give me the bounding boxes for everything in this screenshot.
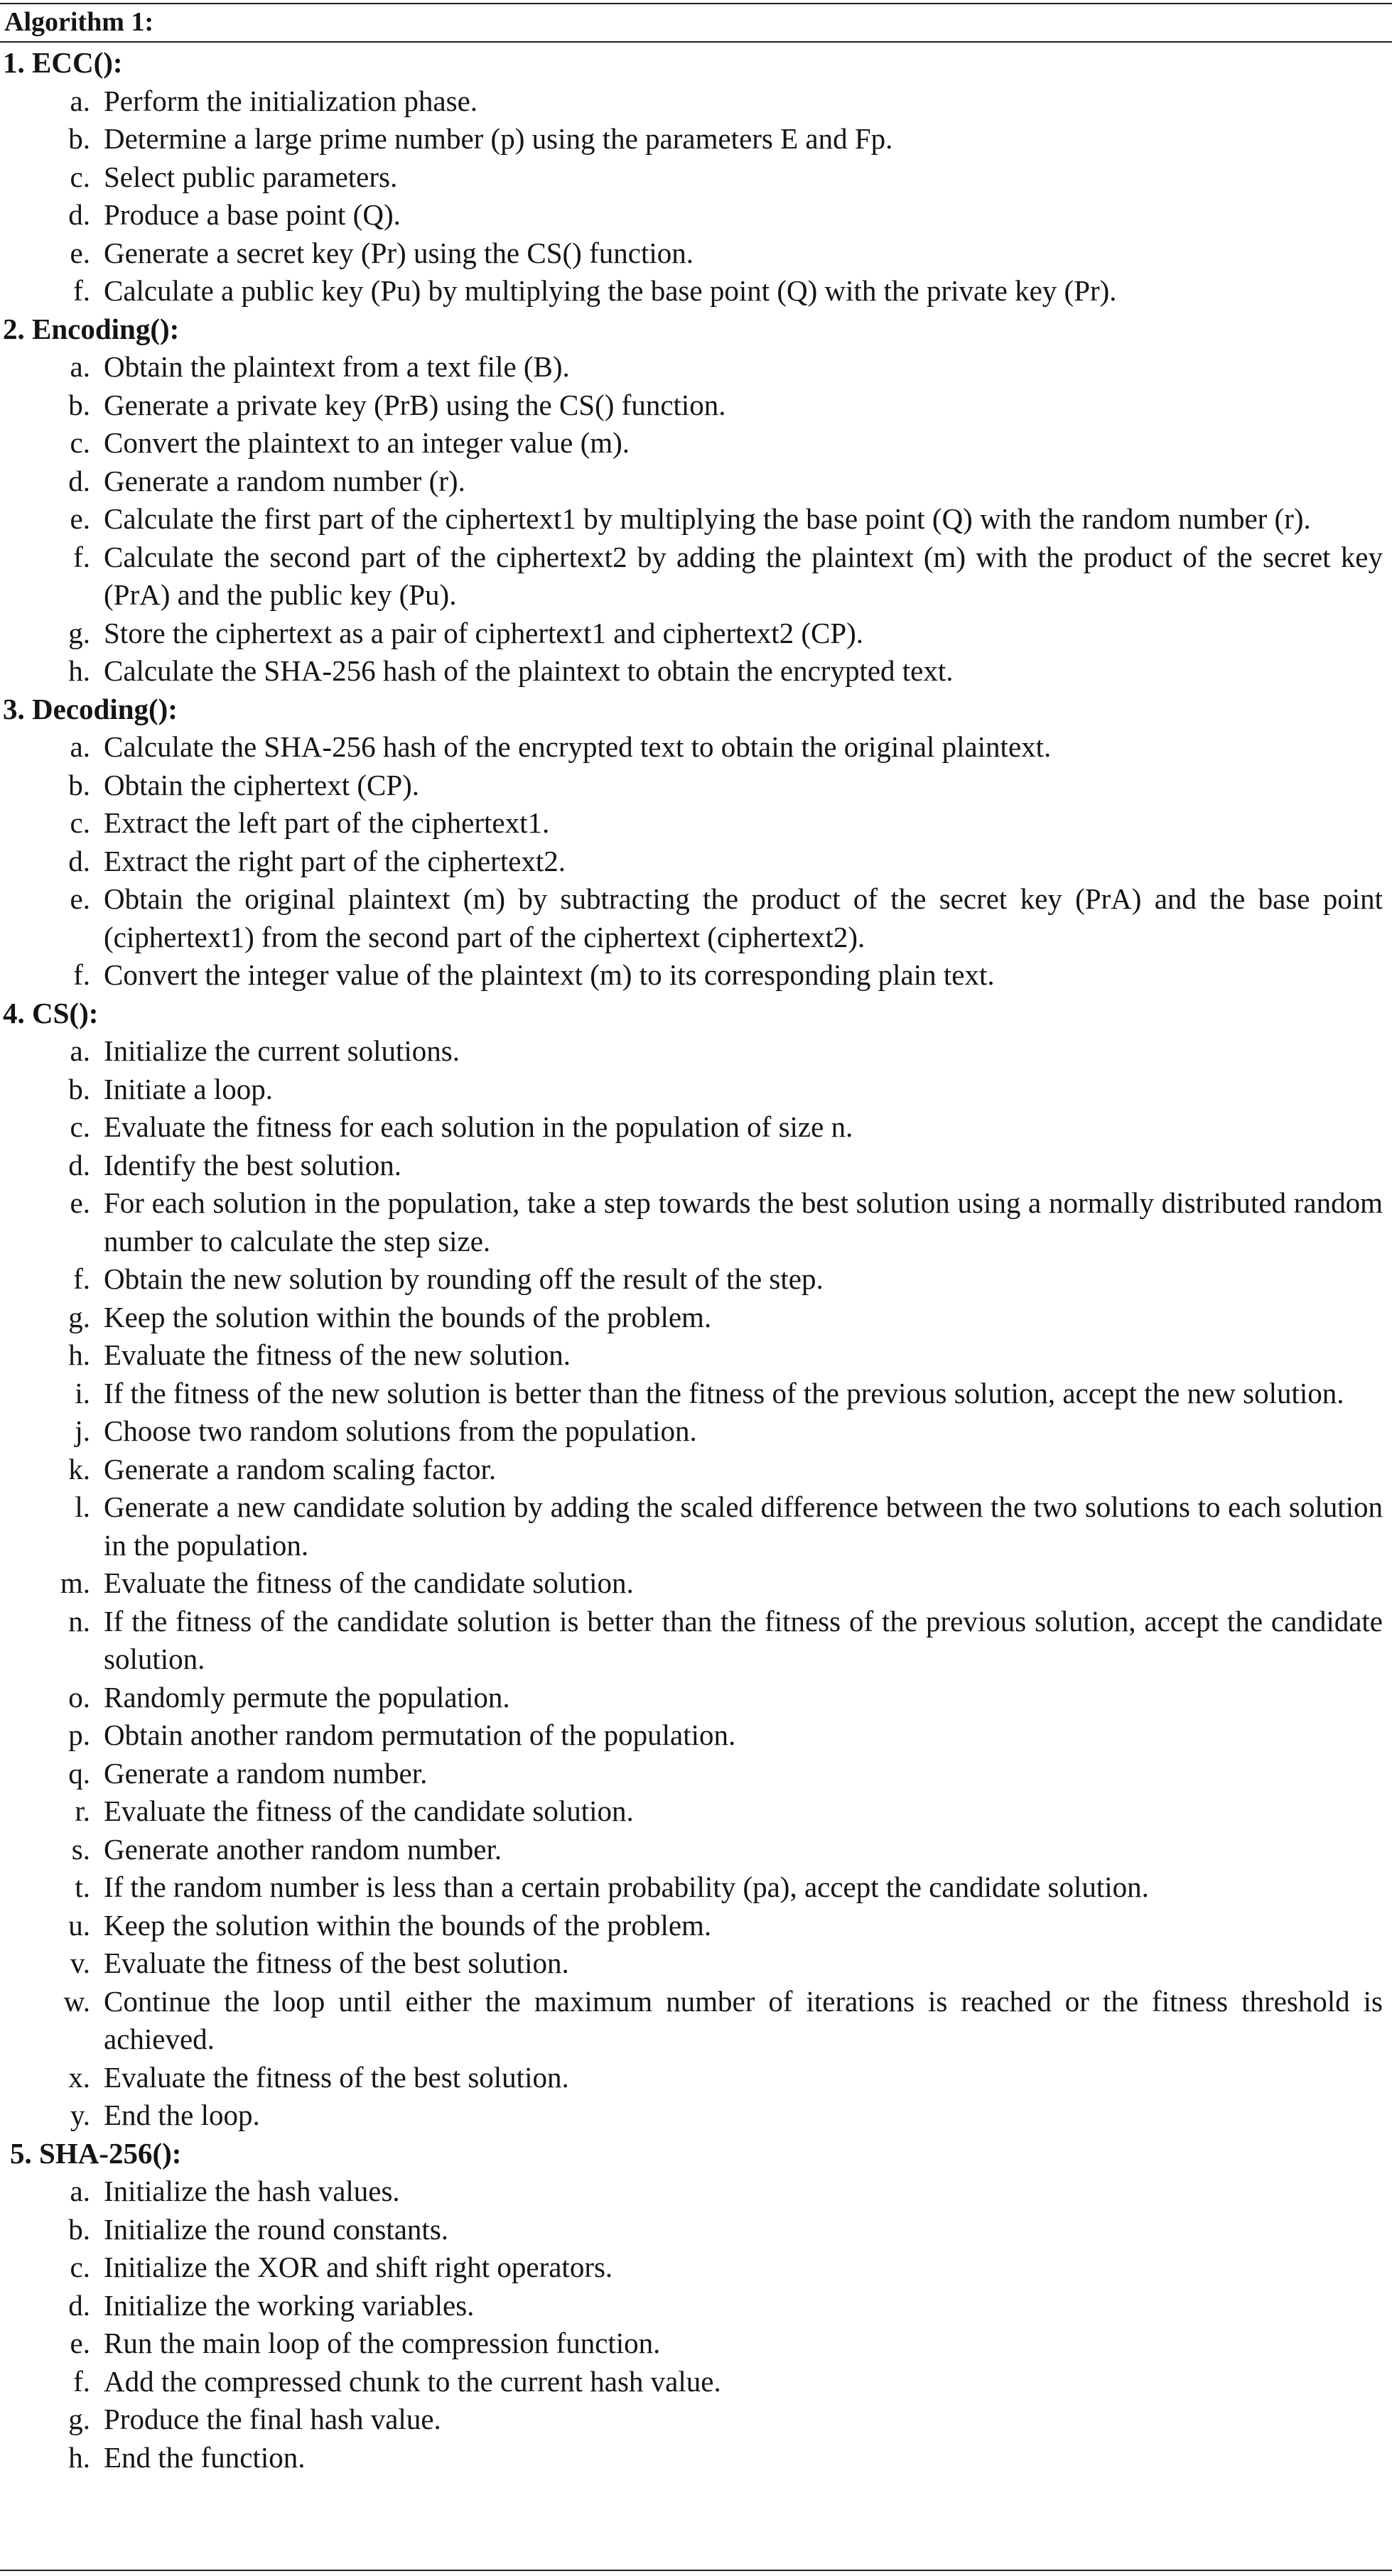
algorithm-step bbox=[0, 1488, 1392, 1564]
algorithm-step bbox=[0, 1451, 1392, 1489]
step-letter: a. bbox=[70, 1034, 90, 1067]
header-rule bbox=[0, 41, 1392, 43]
step-letter: c. bbox=[70, 426, 90, 459]
algorithm-section bbox=[0, 2135, 1392, 2477]
algorithm-step bbox=[0, 843, 1392, 881]
algorithm-step bbox=[0, 462, 1392, 501]
step-letter: j. bbox=[75, 1414, 90, 1447]
step-text: Generate a random number. bbox=[104, 1756, 428, 1790]
step-letter: a. bbox=[70, 730, 90, 763]
bottom-rule bbox=[0, 2570, 1392, 2571]
section-heading: 4. CS(): bbox=[3, 996, 99, 1029]
step-letter: b. bbox=[68, 122, 90, 155]
algorithm-step bbox=[0, 2211, 1392, 2249]
step-letter: f. bbox=[73, 2364, 90, 2398]
step-letter: f. bbox=[73, 958, 90, 991]
algorithm-step bbox=[0, 1868, 1392, 1907]
step-text: Convert the integer value of the plaintext (m) to its corresponding plain text. bbox=[104, 958, 995, 991]
step-text: Generate a random number (r). bbox=[104, 464, 465, 497]
step-letter: f. bbox=[73, 1262, 90, 1295]
step-text: Keep the solution within the bounds of the problem. bbox=[104, 1908, 712, 1942]
algorithm-step bbox=[0, 1831, 1392, 1869]
algorithm-step bbox=[0, 424, 1392, 462]
step-text: Add the compressed chunk to the current hash value. bbox=[104, 2364, 721, 2398]
step-text: Initialize the XOR and shift right operators. bbox=[104, 2251, 613, 2283]
step-letter: e. bbox=[70, 882, 90, 915]
step-letter: d. bbox=[68, 1148, 90, 1181]
algorithm-step bbox=[0, 728, 1392, 767]
step-letter: s. bbox=[71, 1832, 90, 1866]
algorithm-step bbox=[0, 386, 1392, 425]
step-text: Evaluate the fitness of the candidate solution. bbox=[104, 1566, 634, 1599]
step-letter: e. bbox=[70, 236, 90, 269]
step-text: Choose two random solutions from the population. bbox=[104, 1414, 697, 1447]
top-rule bbox=[0, 3, 1392, 4]
algorithm-step bbox=[0, 1564, 1392, 1603]
section-heading: 1. ECC(): bbox=[3, 46, 123, 79]
step-text: Initialize the working variables. bbox=[104, 2288, 475, 2322]
step-text: Obtain another random permutation of the population. bbox=[104, 1719, 736, 1751]
step-letter: w. bbox=[63, 1984, 90, 2018]
algorithm-step bbox=[0, 1184, 1392, 1260]
algorithm-step bbox=[0, 120, 1392, 158]
step-text: If the fitness of the new solution is better than the fitness of the previous solution, accept the new solution. bbox=[104, 1376, 1344, 1409]
step-letter: i. bbox=[75, 1376, 90, 1409]
algorithm-step bbox=[0, 2287, 1392, 2325]
step-text: Convert the plaintext to an integer value (m). bbox=[104, 426, 630, 459]
algorithm-step bbox=[0, 2401, 1392, 2439]
step-letter: b. bbox=[68, 2212, 90, 2246]
algorithm-step bbox=[0, 956, 1392, 995]
algorithm-step bbox=[0, 234, 1392, 273]
step-text: Identify the best solution. bbox=[104, 1148, 402, 1181]
algorithm-section bbox=[0, 44, 1392, 310]
step-letter: b. bbox=[68, 388, 90, 421]
algorithm-step bbox=[0, 1412, 1392, 1451]
step-text: Generate another random number. bbox=[104, 1832, 502, 1866]
algorithm-step bbox=[0, 2248, 1392, 2287]
step-letter: t. bbox=[75, 1871, 90, 1903]
step-text: Produce the final hash value. bbox=[104, 2403, 441, 2435]
step-text: Generate a random scaling factor. bbox=[104, 1452, 497, 1485]
algorithm-step bbox=[0, 652, 1392, 691]
step-letter: a. bbox=[70, 84, 90, 117]
step-text: Extract the right part of the ciphertext2. bbox=[104, 844, 566, 877]
step-letter: c. bbox=[70, 2251, 90, 2283]
step-text: Calculate the SHA-256 hash of the plaintext to obtain the encrypted text. bbox=[104, 654, 954, 687]
algorithm-step bbox=[0, 2059, 1392, 2097]
algorithm-step bbox=[0, 1108, 1392, 1147]
step-letter: g. bbox=[68, 2403, 90, 2435]
step-letter: v. bbox=[70, 1947, 90, 1979]
step-text: Calculate the second part of the ciphertext2 by adding the plaintext (m) with the product of the secret key (PrA) and the public key (Pu). bbox=[104, 540, 1383, 611]
step-text: Determine a large prime number (p) using the parameters E and Fp. bbox=[104, 122, 893, 155]
section-heading: 3. Decoding(): bbox=[3, 692, 178, 725]
algorithm-step bbox=[0, 1983, 1392, 2059]
step-letter: b. bbox=[68, 768, 90, 801]
algorithm-step bbox=[0, 1071, 1392, 1109]
algorithm-step bbox=[0, 82, 1392, 121]
step-text: Perform the initialization phase. bbox=[104, 84, 478, 117]
algorithm-step bbox=[0, 1603, 1392, 1679]
step-text: Evaluate the fitness of the candidate solution. bbox=[104, 1795, 634, 1827]
step-letter: p. bbox=[68, 1719, 90, 1751]
algorithm-section bbox=[0, 995, 1392, 2135]
step-letter: a. bbox=[70, 2175, 90, 2207]
step-text: Continue the loop until either the maximum number of iterations is reached or the fitness threshold is achieved. bbox=[104, 1984, 1383, 2055]
algorithm-step bbox=[0, 158, 1392, 197]
step-letter: c. bbox=[70, 160, 90, 193]
algorithm-step bbox=[0, 615, 1392, 653]
section-heading: 5. SHA-256(): bbox=[10, 2136, 182, 2170]
step-letter: c. bbox=[70, 806, 90, 839]
algorithm-step bbox=[0, 1147, 1392, 1185]
algorithm-step bbox=[0, 2096, 1392, 2135]
step-text: End the function. bbox=[104, 2440, 306, 2474]
step-letter: e. bbox=[70, 2327, 90, 2359]
algorithm-step bbox=[0, 1944, 1392, 1983]
algorithm-section bbox=[0, 691, 1392, 995]
step-letter: h. bbox=[68, 654, 90, 687]
step-letter: c. bbox=[70, 1110, 90, 1143]
step-letter: d. bbox=[68, 198, 90, 231]
algorithm-step bbox=[0, 1755, 1392, 1793]
step-text: Evaluate the fitness of the best solution. bbox=[104, 1947, 569, 1979]
section-heading: 2. Encoding(): bbox=[3, 312, 180, 345]
step-text: If the random number is less than a certain probability (pa), accept the candidate solution. bbox=[104, 1871, 1149, 1903]
algorithm-step bbox=[0, 1375, 1392, 1413]
algorithm-step bbox=[0, 1792, 1392, 1831]
step-text: Initiate a loop. bbox=[104, 1072, 273, 1105]
step-letter: h. bbox=[68, 2440, 90, 2474]
step-letter: e. bbox=[70, 502, 90, 535]
step-text: Calculate a public key (Pu) by multiplying the base point (Q) with the private key (Pr). bbox=[104, 274, 1117, 307]
step-letter: n. bbox=[68, 1604, 90, 1638]
algorithm-section bbox=[0, 310, 1392, 691]
step-text: Obtain the original plaintext (m) by subtracting the product of the secret key (PrA) and the base point (ciphertext1) from the second part of the ciphertext (ciphertext2). bbox=[104, 882, 1383, 953]
step-letter: q. bbox=[68, 1756, 90, 1790]
algorithm-step bbox=[0, 1907, 1392, 1945]
step-text: Produce a base point (Q). bbox=[104, 198, 401, 231]
step-letter: b. bbox=[68, 1072, 90, 1105]
algorithm-step bbox=[0, 767, 1392, 805]
step-letter: a. bbox=[70, 350, 90, 383]
step-letter: u. bbox=[68, 1908, 90, 1942]
step-text: Select public parameters. bbox=[104, 160, 398, 193]
step-text: Obtain the new solution by rounding off the result of the step. bbox=[104, 1262, 824, 1295]
step-text: Obtain the plaintext from a text file (B). bbox=[104, 350, 570, 383]
algorithm-title: Algorithm 1: bbox=[4, 7, 154, 37]
step-text: Randomly permute the population. bbox=[104, 1680, 510, 1714]
algorithm-step bbox=[0, 1032, 1392, 1071]
step-text: Store the ciphertext as a pair of ciphertext1 and ciphertext2 (CP). bbox=[104, 616, 864, 649]
step-letter: f. bbox=[73, 540, 90, 573]
algorithm-step bbox=[0, 348, 1392, 386]
step-letter: d. bbox=[68, 844, 90, 877]
step-text: Generate a new candidate solution by adding the scaled difference between the two solutions to each solution in the population. bbox=[104, 1490, 1383, 1562]
algorithm-step bbox=[0, 804, 1392, 843]
step-letter: f. bbox=[73, 274, 90, 307]
step-letter: e. bbox=[70, 1186, 90, 1219]
step-text: Generate a private key (PrB) using the CS() function. bbox=[104, 388, 726, 421]
algorithm-step bbox=[0, 1260, 1392, 1299]
step-letter: r. bbox=[75, 1795, 90, 1827]
step-letter: x. bbox=[68, 2060, 90, 2094]
step-text: Initialize the current solutions. bbox=[104, 1034, 460, 1067]
step-text: Initialize the round constants. bbox=[104, 2212, 449, 2246]
algorithm-step bbox=[0, 1336, 1392, 1375]
step-letter: g. bbox=[68, 1300, 90, 1333]
step-text: Evaluate the fitness for each solution in the population of size n. bbox=[104, 1110, 853, 1143]
algorithm-step bbox=[0, 2172, 1392, 2211]
algorithm-step bbox=[0, 1679, 1392, 1717]
step-text: Extract the left part of the ciphertext1. bbox=[104, 806, 550, 839]
step-letter: d. bbox=[68, 2288, 90, 2322]
step-letter: l. bbox=[75, 1490, 90, 1523]
step-text: End the loop. bbox=[104, 2099, 260, 2131]
algorithm-step bbox=[0, 272, 1392, 310]
step-text: Evaluate the fitness of the best solution. bbox=[104, 2060, 569, 2094]
step-text: Generate a secret key (Pr) using the CS() function. bbox=[104, 236, 694, 269]
step-text: Initialize the hash values. bbox=[104, 2175, 400, 2207]
algorithm-sections bbox=[0, 44, 1392, 2477]
step-text: Calculate the first part of the ciphertext1 by multiplying the base point (Q) with the random number (r). bbox=[104, 502, 1311, 535]
step-text: Evaluate the fitness of the new solution. bbox=[104, 1338, 571, 1371]
algorithm-step bbox=[0, 2363, 1392, 2401]
step-letter: o. bbox=[68, 1680, 90, 1714]
step-letter: k. bbox=[68, 1452, 90, 1485]
step-text: Keep the solution within the bounds of the problem. bbox=[104, 1300, 712, 1333]
step-letter: g. bbox=[68, 616, 90, 649]
step-text: Run the main loop of the compression function. bbox=[104, 2327, 661, 2359]
algorithm-step bbox=[0, 500, 1392, 539]
step-text: Obtain the ciphertext (CP). bbox=[104, 768, 420, 801]
algorithm-step bbox=[0, 2439, 1392, 2477]
algorithm-step bbox=[0, 1716, 1392, 1755]
step-text: For each solution in the population, take a step towards the best solution using a normally distributed random number to calculate the step size. bbox=[104, 1186, 1383, 1257]
step-letter: d. bbox=[68, 464, 90, 497]
algorithm-step bbox=[0, 196, 1392, 234]
algorithm-step bbox=[0, 880, 1392, 956]
algorithm-step bbox=[0, 1299, 1392, 1337]
algorithm-step bbox=[0, 539, 1392, 615]
algorithm-step bbox=[0, 2325, 1392, 2363]
step-letter: h. bbox=[68, 1338, 90, 1371]
step-letter: y. bbox=[70, 2099, 90, 2131]
step-letter: m. bbox=[60, 1566, 90, 1599]
step-text: Calculate the SHA-256 hash of the encrypted text to obtain the original plaintext. bbox=[104, 730, 1052, 763]
step-text: If the fitness of the candidate solution is better than the fitness of the previous solution, accept the candidate solution. bbox=[104, 1604, 1383, 1675]
